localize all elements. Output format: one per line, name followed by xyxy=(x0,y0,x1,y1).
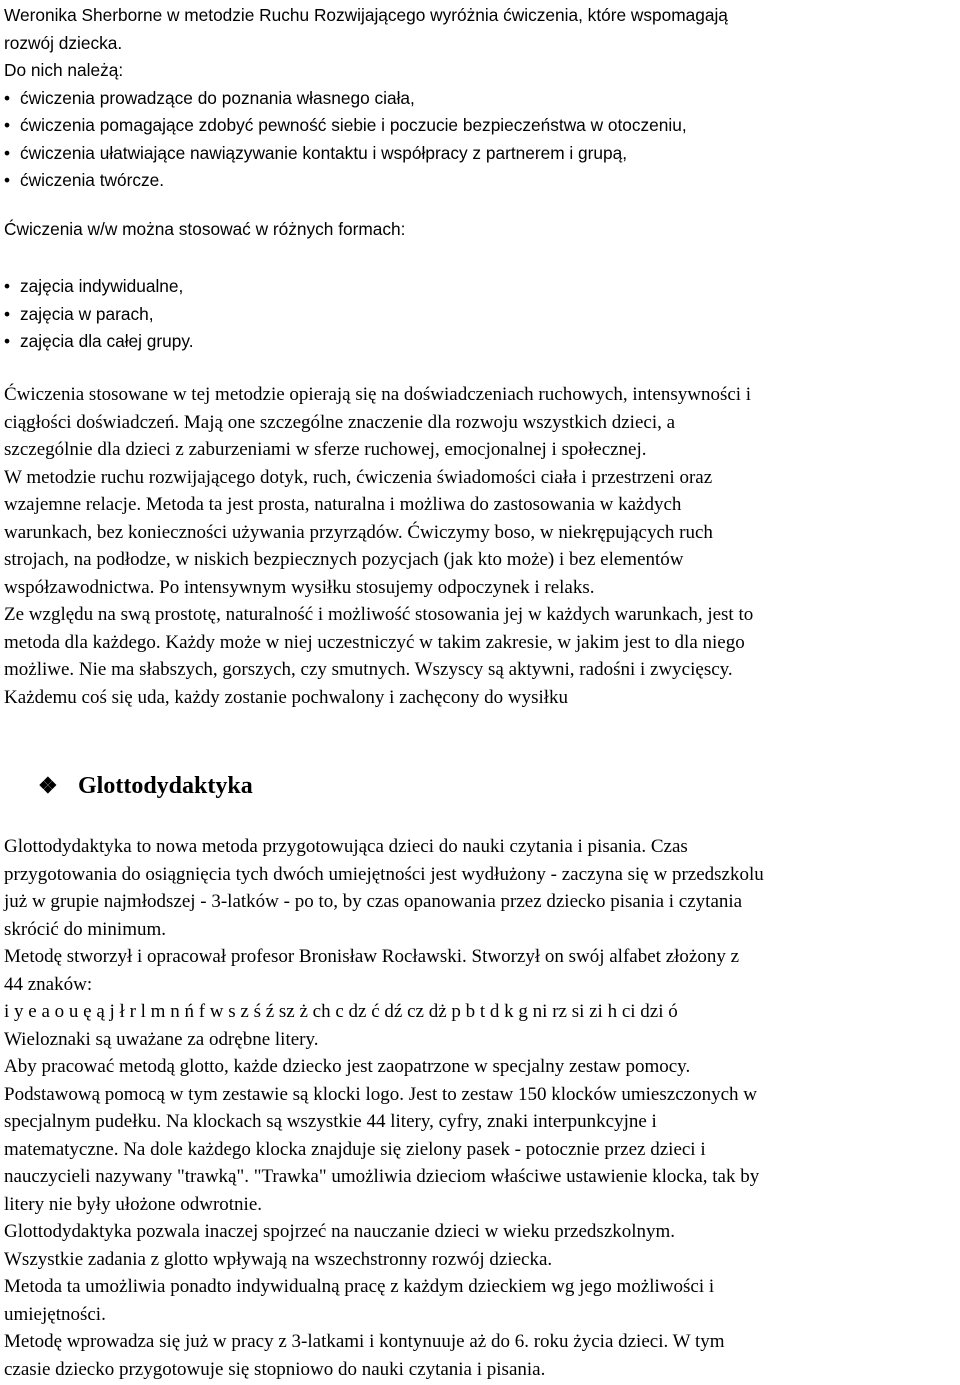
paragraph-line: Wszystkie zadania z glotto wpływają na wszechstronny rozwój dziecka. xyxy=(4,1248,553,1270)
paragraph-line: czasie dziecko przygotowuje się stopniowo do nauki czytania i pisania. xyxy=(4,1358,546,1380)
bullet-dot-icon: • xyxy=(4,276,11,296)
paragraph-line: współzawodnictwa. Po intensywnym wysiłku stosujemy odpoczynek i relaks. xyxy=(4,576,595,598)
paragraph-line: ciągłości doświadczeń. Mają one szczególne znaczenie dla rozwoju wszystkich dzieci, a xyxy=(4,411,676,433)
paragraph-line: już w grupie najmłodszej - 3-latków - po to, by czas opanowania przez dziecko pisania i czytania xyxy=(4,891,743,912)
method-paragraph xyxy=(4,381,954,711)
intro-bullet-item: • ćwiczenia prowadzące do poznania własnego ciała, xyxy=(4,85,954,113)
paragraph-line: strojach, na podłodze, w niskich bezpiecznych pozycjach (jak kto może) i bez elementów xyxy=(4,549,684,570)
bullet-dot-icon: • xyxy=(4,331,11,351)
paragraph-line: Glottodydaktyka pozwala inaczej spojrzeć na nauczanie dzieci w wieku przedszkolnym. xyxy=(4,1221,676,1242)
paragraph-line: przygotowania do osiągnięcia tych dwóch umiejętności jest wydłużony - zaczyna się w przedszkolu xyxy=(4,863,764,885)
paragraph-line: Metodę wprowadza się już w pracy z 3-latkami i kontynuuje aż do 6. roku życia dzieci. W tym xyxy=(4,1331,725,1352)
paragraph-line: warunkach, bez konieczności używania przyrządów. Ćwiczymy boso, w niekrępujących ruch xyxy=(4,521,713,543)
paragraph-line: metoda dla każdego. Każdy może w niej uczestniczyć w takim zakresie, w jakim jest to dla niego xyxy=(4,631,745,653)
paragraph-line: 44 znaków: xyxy=(4,973,93,995)
forms-bullet-item: • zajęcia indywidualne, xyxy=(4,273,954,301)
intro-section xyxy=(4,2,954,195)
intro-line: Weronika Sherborne w metodzie Ruchu Rozwijającego wyróżnia ćwiczenia, które wspomagają xyxy=(4,5,728,25)
section-title: Glottodydaktyka xyxy=(78,773,253,799)
paragraph-line: matematyczne. Na dole każdego klocka znajduje się zielony pasek - potocznie przez dzieci i xyxy=(4,1138,706,1160)
intro-line: Do nich należą: xyxy=(4,60,124,80)
alphabet-line: i y e a o u ę ą j ł r l m n ń f w s z ś ź sz ż ch c dz ć dź cz dż p b t d k g ni rz si zi h ci dzi ó xyxy=(4,1001,678,1022)
paragraph-line: skrócić do minimum. xyxy=(4,918,167,940)
paragraph-line: Metoda ta umożliwia ponadto indywidualną pracę z każdym dzieckiem wg jego możliwości i xyxy=(4,1276,715,1297)
paragraph-line: nauczycieli nazywany "trawką". "Trawka" umożliwia dzieciom właściwe ustawienie klocka, tak by xyxy=(4,1166,760,1187)
bullet-dot-icon: • xyxy=(4,115,11,135)
diamond-bullet-icon: ❖ xyxy=(38,773,58,798)
bullet-dot-icon: • xyxy=(4,303,11,324)
paragraph-line: możliwe. Nie ma słabszych, gorszych, czy smutnych. Wszyscy są aktywni, radośni i zwycięscy. xyxy=(4,659,733,680)
paragraph-line: Metodę stworzył i opracował profesor Bronisław Rocławski. Stworzył on swój alfabet złożony z xyxy=(4,946,740,967)
forms-bullet-item: • zajęcia dla całej grupy. xyxy=(4,328,954,356)
paragraph-line: umiejętności. xyxy=(4,1303,106,1325)
paragraph-line: W metodzie ruchu rozwijającego dotyk, ruch, ćwiczenia świadomości ciała i przestrzeni oraz xyxy=(4,466,713,488)
forms-list xyxy=(4,273,954,356)
bullet-dot-icon: • xyxy=(4,87,11,108)
intro-bullet-item: • ćwiczenia pomagające zdobyć pewność siebie i poczucie bezpieczeństwa w otoczeniu, xyxy=(4,112,954,140)
paragraph-line: Wieloznaki są uważane za odrębne litery. xyxy=(4,1028,319,1050)
paragraph-line: litery nie były ułożone odwrotnie. xyxy=(4,1193,263,1215)
bullet-dot-icon: • xyxy=(4,170,11,190)
forms-heading: Ćwiczenia w/w można stosować w różnych formach: xyxy=(4,219,406,239)
paragraph-line: Ze względu na swą prostotę, naturalność i możliwość stosowania jej w każdych warunkach, jest to xyxy=(4,604,754,625)
paragraph-line: Podstawową pomocą w tym zestawie są klocki logo. Jest to zestaw 150 klocków umieszczonych w xyxy=(4,1083,757,1105)
paragraph-line: specjalnym pudełku. Na klockach są wszystkie 44 litery, cyfry, znaki interpunkcyjne i xyxy=(4,1111,657,1132)
paragraph-line: wzajemne relacje. Metoda ta jest prosta, naturalna i możliwa do zastosowania w każdych xyxy=(4,494,682,515)
intro-line: rozwój dziecka. xyxy=(4,32,123,53)
intro-bullet-item: • ćwiczenia twórcze. xyxy=(4,167,954,195)
paragraph-line: Każdemu coś się uda, każdy zostanie pochwalony i zachęcony do wysiłku xyxy=(4,686,569,708)
forms-bullet-item: • zajęcia w parach, xyxy=(4,301,954,329)
glotto-paragraph xyxy=(4,833,954,1383)
forms-heading-block xyxy=(4,216,954,244)
paragraph-line: Aby pracować metodą glotto, każde dziecko jest zaopatrzone w specjalny zestaw pomocy. xyxy=(4,1056,691,1077)
paragraph-line: Ćwiczenia stosowane w tej metodzie opierają się na doświadczeniach ruchowych, intensywności i xyxy=(4,384,752,405)
paragraph-line: szczególnie dla dzieci z zaburzeniami w sferze ruchowej, emocjonalnej i społecznej. xyxy=(4,439,647,460)
section-heading xyxy=(38,768,253,804)
intro-bullet-item: • ćwiczenia ułatwiające nawiązywanie kontaktu i współpracy z partnerem i grupą, xyxy=(4,140,954,168)
paragraph-line: Glottodydaktyka to nowa metoda przygotowująca dzieci do nauki czytania i pisania. Czas xyxy=(4,836,688,857)
bullet-dot-icon: • xyxy=(4,142,11,163)
